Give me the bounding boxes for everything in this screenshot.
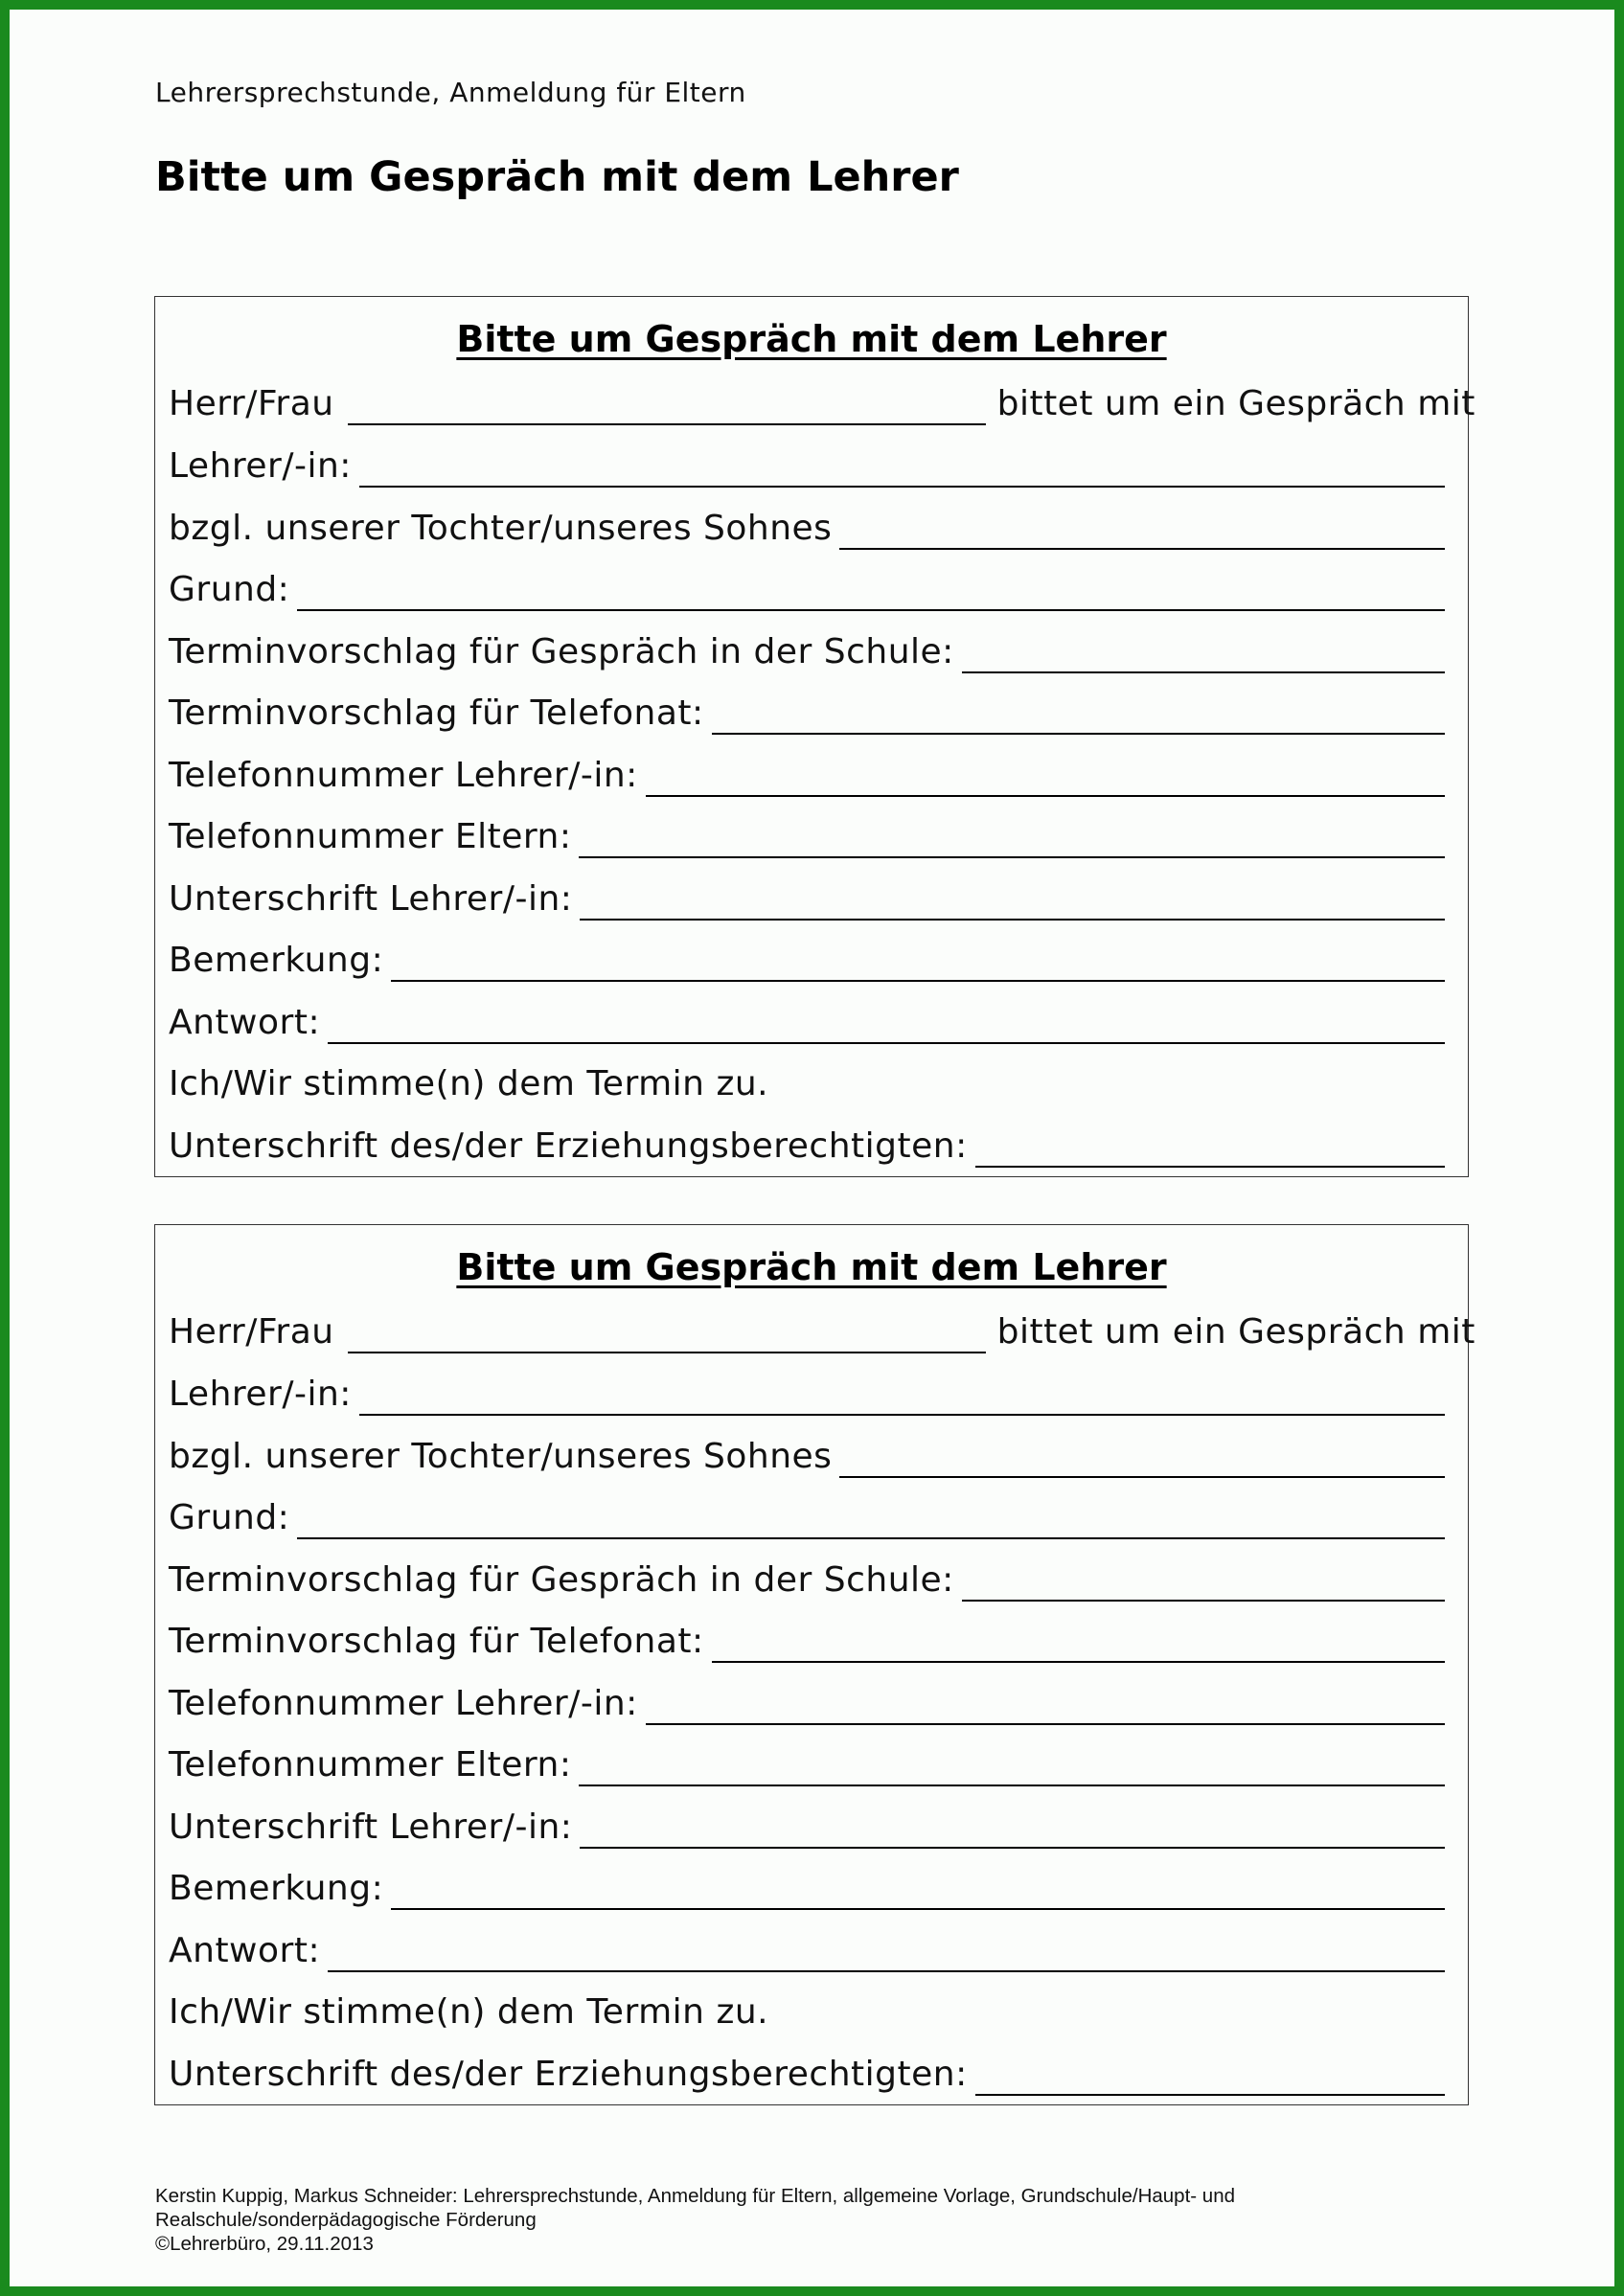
field-zustimmung bbox=[169, 1982, 1445, 2030]
footer-copyright: ©Lehrerbüro, 29.11.2013 bbox=[155, 2233, 374, 2255]
form-2-fields bbox=[154, 1224, 1475, 2105]
field-unterschrift-eltern bbox=[169, 2044, 1445, 2092]
tel-eltern-input-line[interactable] bbox=[579, 1784, 1445, 1786]
unterschrift-eltern-label: Unterschrift des/der Erziehungsberechtigten: bbox=[169, 2055, 968, 2094]
kind-input-line[interactable] bbox=[839, 547, 1445, 550]
antwort-label: Antwort: bbox=[169, 1003, 321, 1042]
field-zustimmung bbox=[169, 1054, 1445, 1102]
field-antwort bbox=[169, 992, 1445, 1040]
termin-schule-input-line[interactable] bbox=[962, 671, 1445, 673]
field-grund bbox=[169, 1488, 1445, 1535]
unterschrift-lehrer-label: Unterschrift Lehrer/-in: bbox=[169, 879, 573, 919]
tel-lehrer-input-line[interactable] bbox=[646, 794, 1445, 797]
field-unterschrift-lehrer bbox=[169, 869, 1445, 917]
antwort-input-line[interactable] bbox=[328, 1041, 1445, 1044]
field-termin-schule bbox=[169, 1550, 1445, 1598]
document-subject: Lehrersprechstunde, Anmeldung für Eltern bbox=[155, 77, 746, 108]
tel-lehrer-label: Telefonnummer Lehrer/-in: bbox=[169, 1684, 638, 1723]
unterschrift-eltern-input-line[interactable] bbox=[975, 1165, 1445, 1168]
tel-eltern-input-line[interactable] bbox=[579, 855, 1445, 858]
form-heading: Bitte um Gespräch mit dem Lehrer bbox=[456, 318, 1167, 360]
bemerkung-input-line[interactable] bbox=[391, 979, 1445, 982]
unterschrift-eltern-input-line[interactable] bbox=[975, 2093, 1445, 2096]
bemerkung-label: Bemerkung: bbox=[169, 941, 384, 980]
field-bemerkung bbox=[169, 1858, 1445, 1906]
lehrer-label: Lehrer/-in: bbox=[169, 1375, 352, 1414]
kind-input-line[interactable] bbox=[839, 1475, 1445, 1478]
tel-eltern-label: Telefonnummer Eltern: bbox=[169, 817, 572, 856]
field-kind bbox=[169, 1426, 1445, 1474]
field-unterschrift-lehrer bbox=[169, 1797, 1445, 1845]
field-herr-frau bbox=[169, 374, 1475, 423]
bemerkung-input-line[interactable] bbox=[391, 1907, 1445, 1910]
grund-input-line[interactable] bbox=[297, 608, 1445, 611]
antwort-input-line[interactable] bbox=[328, 1969, 1445, 1972]
footer-line-2: Realschule/sonderpädagogische Förderung bbox=[155, 2209, 537, 2231]
field-lehrer bbox=[169, 1364, 1445, 1412]
field-tel-eltern bbox=[169, 1735, 1445, 1783]
field-herr-frau bbox=[169, 1302, 1475, 1352]
termin-telefon-input-line[interactable] bbox=[712, 732, 1445, 735]
tel-lehrer-label: Telefonnummer Lehrer/-in: bbox=[169, 756, 638, 795]
lehrer-input-line[interactable] bbox=[359, 1413, 1445, 1416]
field-bemerkung bbox=[169, 930, 1445, 978]
field-tel-lehrer bbox=[169, 745, 1445, 793]
unterschrift-lehrer-input-line[interactable] bbox=[580, 1846, 1445, 1849]
grund-label: Grund: bbox=[169, 1498, 290, 1537]
form-heading: Bitte um Gespräch mit dem Lehrer bbox=[456, 1246, 1167, 1288]
termin-schule-label: Terminvorschlag für Gespräch in der Schule: bbox=[169, 1560, 954, 1600]
termin-schule-label: Terminvorschlag für Gespräch in der Schule: bbox=[169, 632, 954, 671]
zustimmung-text: Ich/Wir stimme(n) dem Termin zu. bbox=[169, 1064, 769, 1103]
field-tel-lehrer bbox=[169, 1673, 1445, 1721]
field-kind bbox=[169, 498, 1445, 546]
lehrer-input-line[interactable] bbox=[359, 485, 1445, 488]
herr-frau-suffix: bittet um ein Gespräch mit bbox=[996, 384, 1475, 423]
field-grund bbox=[169, 559, 1445, 607]
field-lehrer bbox=[169, 436, 1445, 484]
antwort-label: Antwort: bbox=[169, 1931, 321, 1970]
field-termin-telefon bbox=[169, 1611, 1445, 1659]
unterschrift-lehrer-label: Unterschrift Lehrer/-in: bbox=[169, 1807, 573, 1847]
field-termin-telefon bbox=[169, 683, 1445, 731]
page-title: Bitte um Gespräch mit dem Lehrer bbox=[155, 153, 959, 201]
termin-telefon-input-line[interactable] bbox=[712, 1660, 1445, 1663]
unterschrift-eltern-label: Unterschrift des/der Erziehungsberechtigten: bbox=[169, 1126, 968, 1166]
herr-frau-input-line[interactable] bbox=[348, 422, 986, 425]
lehrer-label: Lehrer/-in: bbox=[169, 446, 352, 486]
herr-frau-suffix: bittet um ein Gespräch mit bbox=[996, 1312, 1475, 1352]
herr-frau-label: Herr/Frau bbox=[169, 1312, 334, 1352]
herr-frau-label: Herr/Frau bbox=[169, 384, 334, 423]
termin-schule-input-line[interactable] bbox=[962, 1599, 1445, 1602]
footer-citation bbox=[155, 2184, 1235, 2256]
grund-input-line[interactable] bbox=[297, 1536, 1445, 1539]
footer-line-1: Kerstin Kuppig, Markus Schneider: Lehrersprechstunde, Anmeldung für Eltern, allgemeine Vorlage, Grundschule/Haupt- und bbox=[155, 2185, 1236, 2207]
field-termin-schule bbox=[169, 622, 1445, 670]
termin-telefon-label: Terminvorschlag für Telefonat: bbox=[169, 693, 704, 733]
grund-label: Grund: bbox=[169, 570, 290, 609]
kind-label: bzgl. unserer Tochter/unseres Sohnes bbox=[169, 509, 833, 548]
zustimmung-text: Ich/Wir stimme(n) dem Termin zu. bbox=[169, 1992, 769, 2032]
bemerkung-label: Bemerkung: bbox=[169, 1869, 384, 1908]
field-tel-eltern bbox=[169, 807, 1445, 854]
form-1-fields bbox=[154, 296, 1475, 1177]
tel-eltern-label: Telefonnummer Eltern: bbox=[169, 1745, 572, 1785]
tel-lehrer-input-line[interactable] bbox=[646, 1722, 1445, 1725]
unterschrift-lehrer-input-line[interactable] bbox=[580, 918, 1445, 921]
herr-frau-input-line[interactable] bbox=[348, 1351, 986, 1353]
kind-label: bzgl. unserer Tochter/unseres Sohnes bbox=[169, 1437, 833, 1476]
field-antwort bbox=[169, 1921, 1445, 1968]
field-unterschrift-eltern bbox=[169, 1116, 1445, 1164]
termin-telefon-label: Terminvorschlag für Telefonat: bbox=[169, 1622, 704, 1661]
